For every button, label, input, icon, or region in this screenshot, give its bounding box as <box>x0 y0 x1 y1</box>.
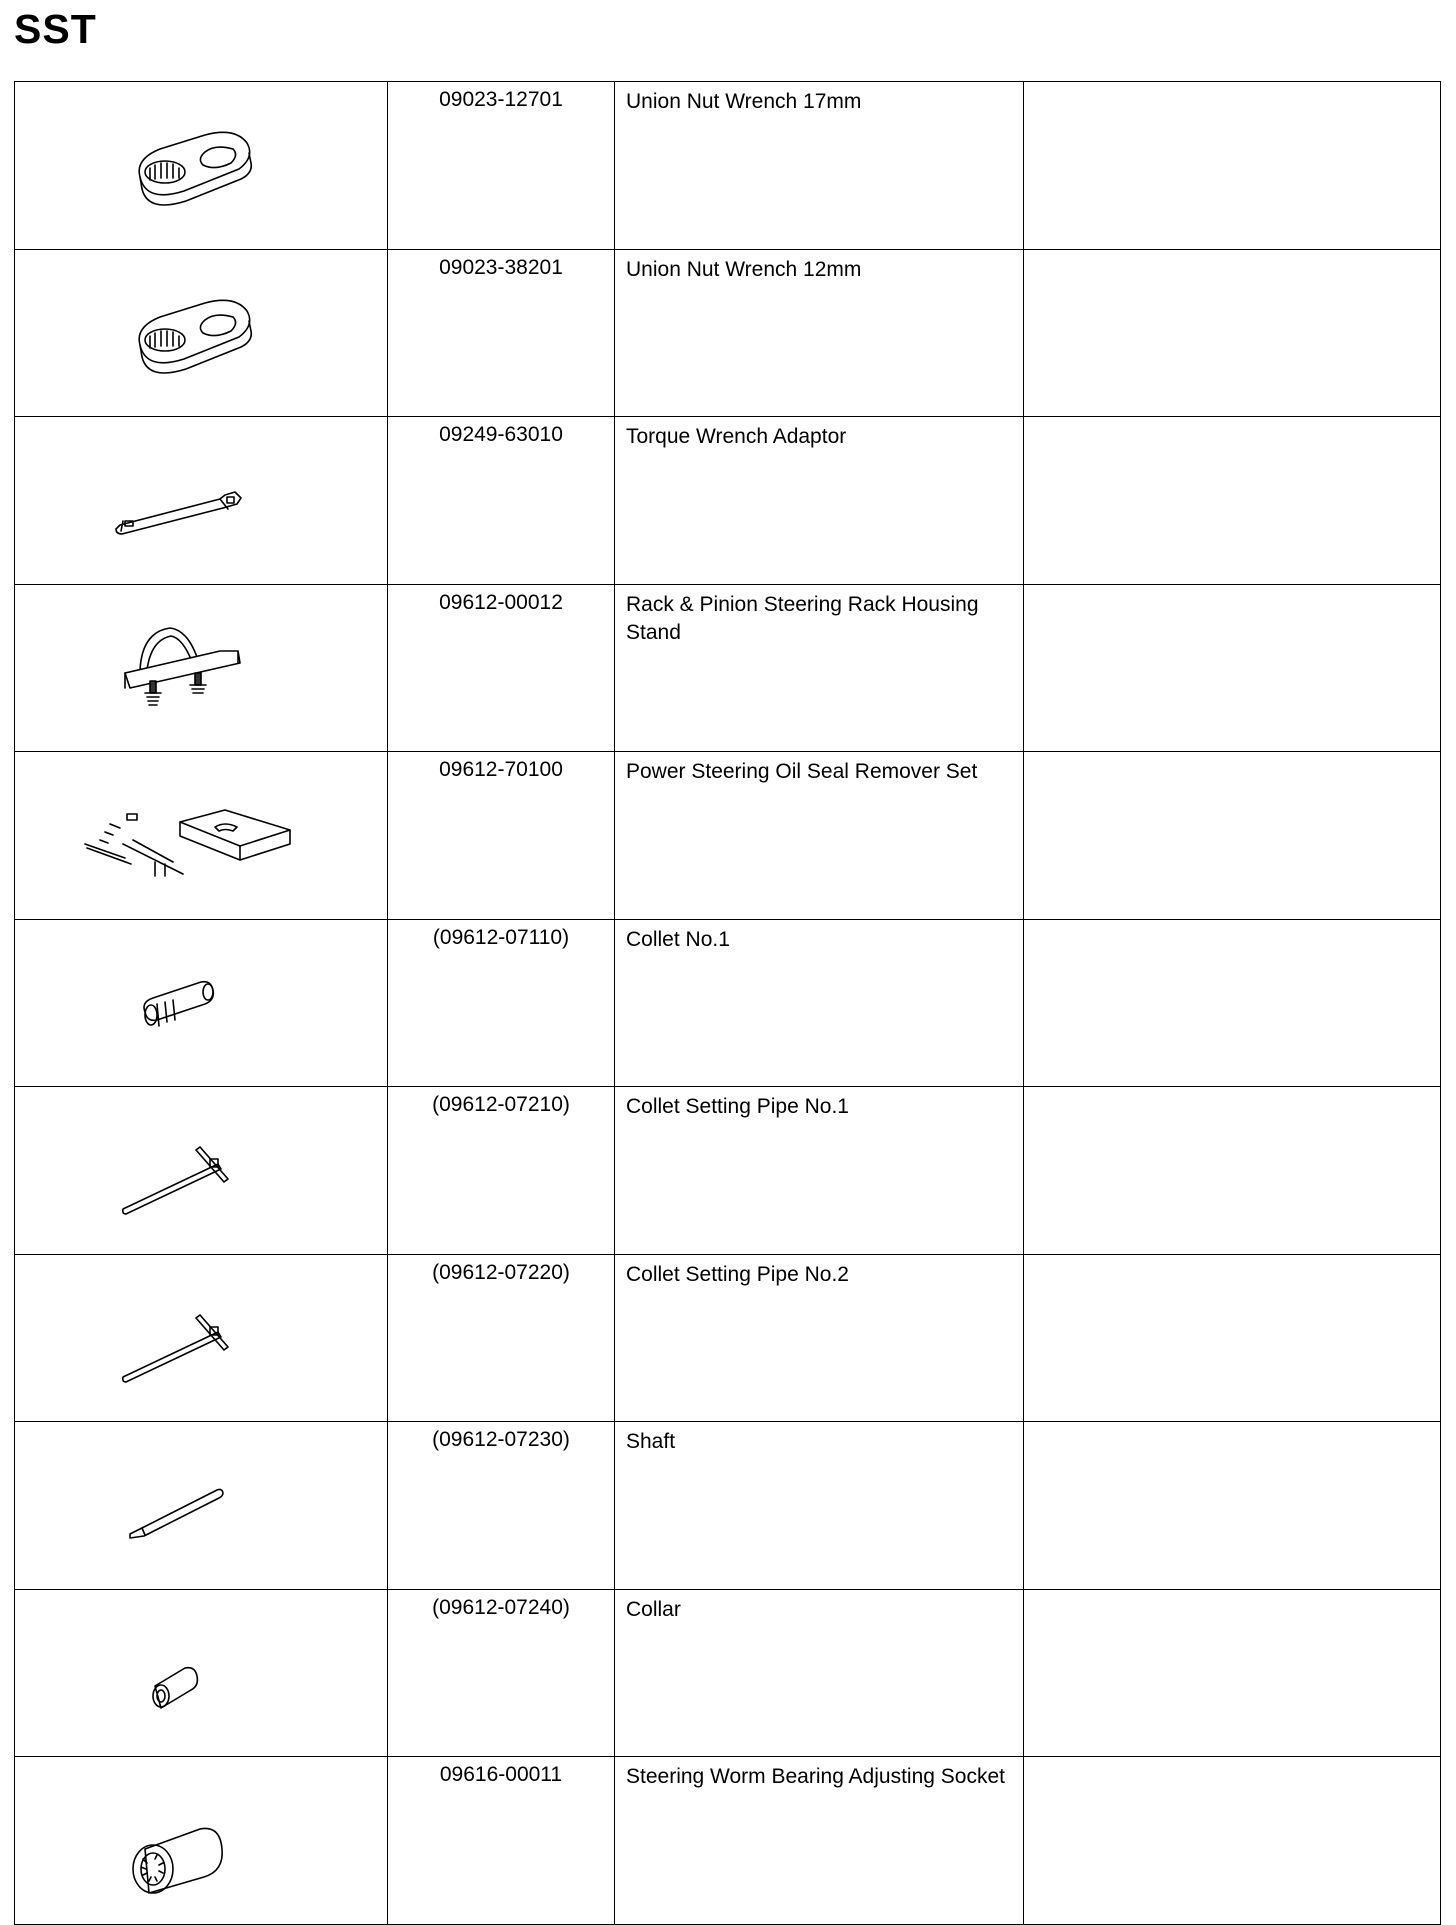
tool-illustration-cell <box>15 1757 388 1925</box>
tool-illustration-cell <box>15 1254 388 1422</box>
illustration-cell <box>1024 1422 1441 1590</box>
table-row <box>15 1087 1441 1255</box>
part-number: 09023-38201 <box>388 249 615 417</box>
tool-name: Collar <box>615 1589 1024 1757</box>
table-row <box>15 82 1441 250</box>
tool-illustration-cell <box>15 1087 388 1255</box>
tool-name: Collet Setting Pipe No.2 <box>615 1254 1024 1422</box>
illustration-cell <box>1024 1254 1441 1422</box>
illustration-cell <box>1024 752 1441 920</box>
shaft-icon <box>15 1422 387 1582</box>
tool-illustration-cell <box>15 1422 388 1590</box>
illustration-cell <box>1024 249 1441 417</box>
part-number: 09612-70100 <box>388 752 615 920</box>
tool-illustration-cell <box>15 1589 388 1757</box>
illustration-cell <box>1024 1757 1441 1925</box>
socket-icon <box>15 1757 387 1917</box>
t-handle-pipe-icon <box>15 1255 387 1415</box>
table-row <box>15 919 1441 1087</box>
tool-name: Torque Wrench Adaptor <box>615 417 1024 585</box>
sst-table <box>14 81 1441 1925</box>
table-row <box>15 1589 1441 1757</box>
part-number: (09612-07240) <box>388 1589 615 1757</box>
torque-wrench-adaptor-icon <box>15 417 387 577</box>
part-number: (09612-07110) <box>388 919 615 1087</box>
illustration-cell <box>1024 1087 1441 1255</box>
tool-name: Rack & Pinion Steering Rack Housing Stand <box>615 584 1024 752</box>
page-title: SST <box>14 6 97 52</box>
part-number: (09612-07210) <box>388 1087 615 1255</box>
table-row <box>15 417 1441 585</box>
collar-icon <box>15 1590 387 1750</box>
part-number: 09023-12701 <box>388 82 615 250</box>
table-row <box>15 1757 1441 1925</box>
table-row <box>15 1254 1441 1422</box>
tool-name: Steering Worm Bearing Adjusting Socket <box>615 1757 1024 1925</box>
table-row <box>15 1422 1441 1590</box>
tool-illustration-cell <box>15 417 388 585</box>
part-number: (09612-07230) <box>388 1422 615 1590</box>
part-number: 09249-63010 <box>388 417 615 585</box>
tool-name: Shaft <box>615 1422 1024 1590</box>
table-row <box>15 752 1441 920</box>
tool-name: Power Steering Oil Seal Remover Set <box>615 752 1024 920</box>
housing-stand-icon <box>15 585 387 745</box>
illustration-cell <box>1024 919 1441 1087</box>
tool-name: Union Nut Wrench 17mm <box>615 82 1024 250</box>
tool-illustration-cell <box>15 752 388 920</box>
tool-name: Union Nut Wrench 12mm <box>615 249 1024 417</box>
table-row <box>15 584 1441 752</box>
tool-illustration-cell <box>15 919 388 1087</box>
illustration-cell <box>1024 82 1441 250</box>
union-nut-wrench-icon <box>15 250 387 410</box>
tool-illustration-cell <box>15 249 388 417</box>
part-number: 09612-00012 <box>388 584 615 752</box>
table-row <box>15 249 1441 417</box>
union-nut-wrench-icon <box>15 82 387 242</box>
illustration-cell <box>1024 584 1441 752</box>
t-handle-pipe-icon <box>15 1087 387 1247</box>
tool-name: Collet No.1 <box>615 919 1024 1087</box>
illustration-cell <box>1024 1589 1441 1757</box>
tool-name: Collet Setting Pipe No.1 <box>615 1087 1024 1255</box>
part-number: 09616-00011 <box>388 1757 615 1925</box>
tool-illustration-cell <box>15 82 388 250</box>
collet-icon <box>15 920 387 1080</box>
part-number: (09612-07220) <box>388 1254 615 1422</box>
oil-seal-remover-set-icon <box>15 752 387 912</box>
tool-illustration-cell <box>15 584 388 752</box>
illustration-cell <box>1024 417 1441 585</box>
